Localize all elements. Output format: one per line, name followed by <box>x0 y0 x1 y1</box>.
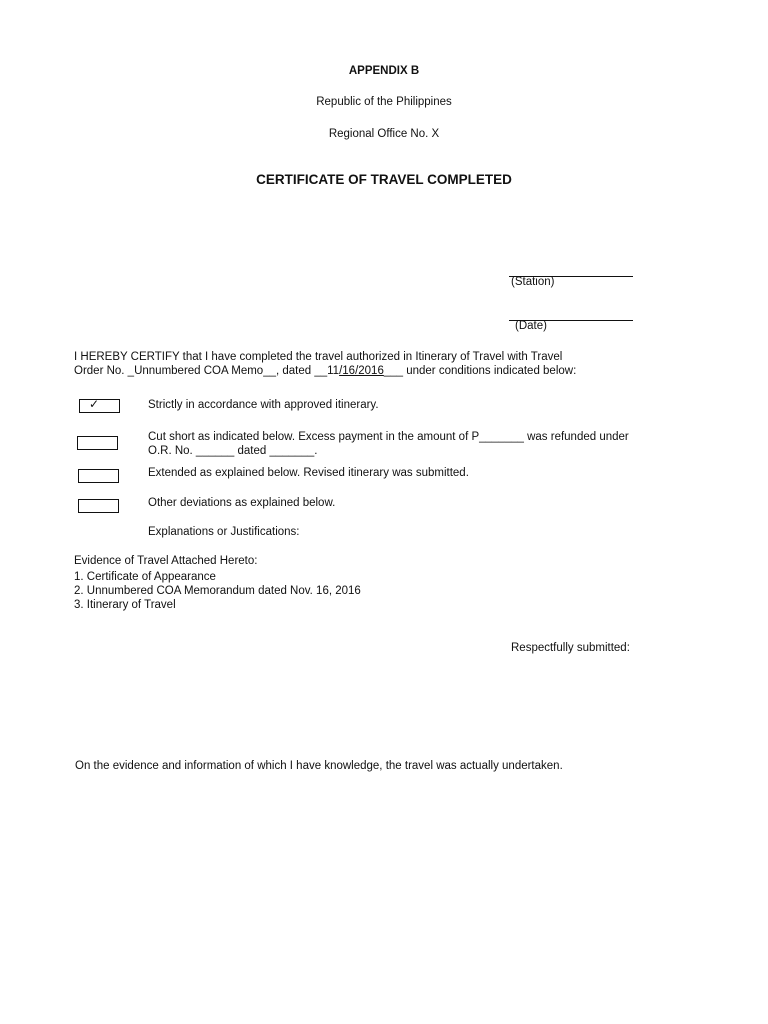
station-label: (Station) <box>511 276 555 288</box>
option-strictly-checkbox[interactable] <box>79 399 120 413</box>
appendix-heading: APPENDIX B <box>348 65 420 77</box>
closing-statement: On the evidence and information of which I have knowledge, the travel was actually undertaken. <box>75 760 563 772</box>
explanations-label: Explanations or Justifications: <box>148 526 300 538</box>
list-item: 1. Certificate of Appearance <box>74 571 216 583</box>
option-cut-short-label-line-1: Cut short as indicated below. Excess payment in the amount of P_______ was refunded under <box>148 431 629 443</box>
certification-suffix: ___ under conditions indicated below: <box>383 365 577 377</box>
option-cut-short-checkbox[interactable] <box>77 436 118 450</box>
certification-line-2 <box>74 365 576 377</box>
option-other-deviations-checkbox[interactable] <box>78 499 119 513</box>
respectfully-submitted-label: Respectfully submitted: <box>511 642 630 654</box>
date-label: (Date) <box>515 320 547 332</box>
list-item: 2. Unnumbered COA Memorandum dated Nov. 16, 2016 <box>74 585 361 597</box>
republic-heading: Republic of the Philippines <box>316 96 452 108</box>
evidence-list <box>74 570 361 612</box>
list-item: 3. Itinerary of Travel <box>74 599 176 611</box>
certification-line-1: I HEREBY CERTIFY that I have completed the travel authorized in Itinerary of Travel with Travel <box>74 351 563 363</box>
option-other-deviations-label: Other deviations as explained below. <box>148 497 336 509</box>
document-title: CERTIFICATE OF TRAVEL COMPLETED <box>256 172 512 187</box>
option-extended-label: Extended as explained below. Revised itinerary was submitted. <box>148 467 469 479</box>
certification-order-text: Order No. _Unnumbered COA Memo__, dated __11 <box>74 365 340 377</box>
evidence-heading: Evidence of Travel Attached Hereto: <box>74 555 258 567</box>
certification-date: /16/2016 <box>339 365 384 377</box>
option-cut-short-label-line-2: O.R. No. ______ dated _______. <box>148 445 318 457</box>
checkmark-icon: ✓ <box>89 397 100 411</box>
option-strictly-label: Strictly in accordance with approved itinerary. <box>148 399 379 411</box>
regional-office-heading: Regional Office No. X <box>328 128 440 140</box>
option-extended-checkbox[interactable] <box>78 469 119 483</box>
